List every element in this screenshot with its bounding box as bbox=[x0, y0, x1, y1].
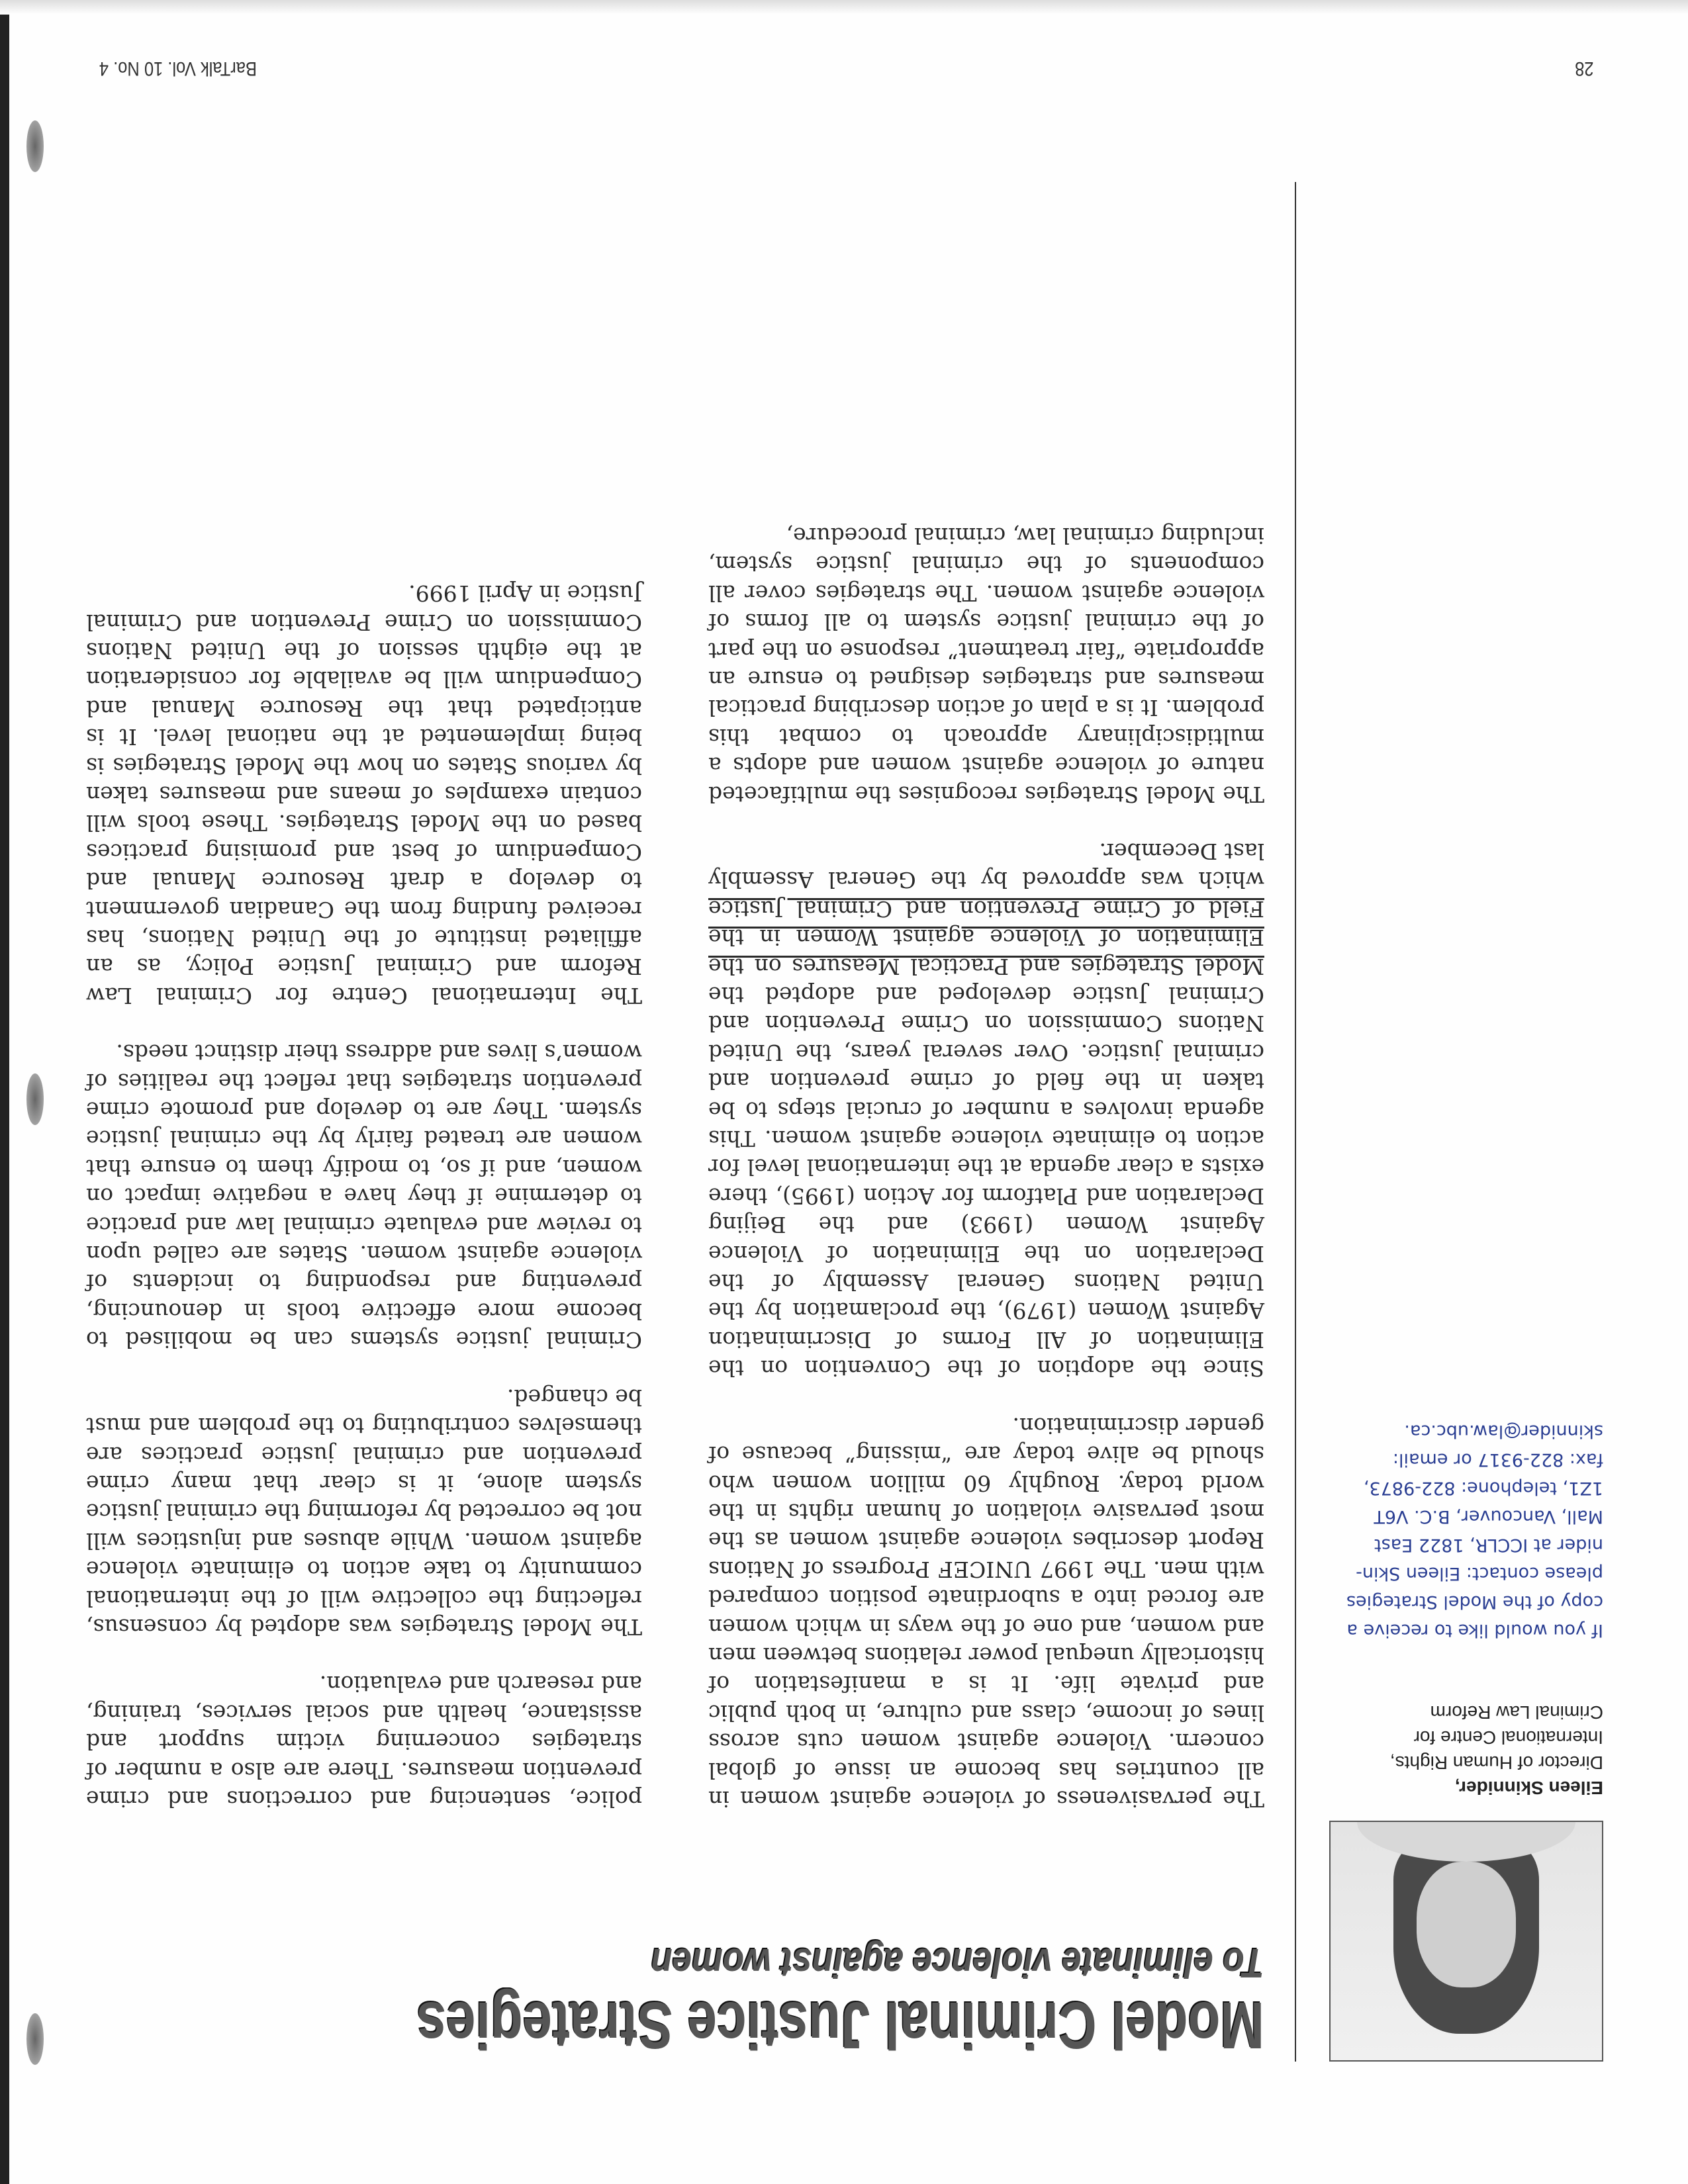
contact-line: If you would like to receive a bbox=[1346, 1620, 1603, 1641]
article-title: Model Criminal Justice Strategies bbox=[416, 1988, 1264, 2062]
author-name: Eileen Skinnider, bbox=[1454, 1778, 1603, 1798]
binder-hole-middle bbox=[26, 1073, 44, 1125]
author-role-line: International Centre for bbox=[1413, 1727, 1603, 1748]
contact-line: fax: 822-9317 or email: bbox=[1392, 1449, 1603, 1470]
body-column-2 bbox=[86, 551, 642, 1813]
contact-email: skinnider@law.ubc.ca. bbox=[1404, 1421, 1603, 1441]
contact-line: copy of the Model Strategies bbox=[1346, 1592, 1603, 1612]
contact-line: nider at ICCLR, 1822 East bbox=[1374, 1535, 1603, 1555]
paragraph: Since the adoption of the Convention on the Elimination of All Forms of Discrimination Against Women (1979), the proclamation by the United Nations General Assembly of the Declaration on the Elimination of Violence Against Women (1993) and the Beijing Declaration and Platform for Action (1995), there exists a clear agenda at the international level for action to eliminate violence against women. This agenda involves a number of crucial steps to be taken in the field of crime prevention and criminal justice. Over several years, the United Nations Commission on Crime Prevention and Criminal Justice developed and adopted the Model Strategies and Practical Measures on the Elimination of Violence against Women in the Field of Crime Prevention and Criminal Justice which was approved by the General Assembly last December. bbox=[708, 839, 1264, 1382]
paragraph: The Model Strategies was adopted by consensus, reflecting the collective will of the international community to take action to eliminate violence against women. While abuses and injustices will not be corrected by reforming the criminal justice system alone, it is clear that many crime prevention and criminal justice practices are themselves contributing to the problem and must be changed. bbox=[86, 1384, 642, 1640]
paragraph: The Model Strategies recognises the multifaceted nature of violence against women and adopts a multidisciplinary approach to combat this problem. It is a plan of action describing practical measures and strategies designed to ensure an appropriate “fair treatment” response on the part of the criminal justice system to all forms of violence against women. The strategies cover all components of the criminal justice system, including criminal law, criminal procedure, bbox=[708, 522, 1264, 807]
paragraph: police, sentencing and corrections and crime prevention measures. There are also a number of strategies concerning victim support and assistance, health and social services, training, and research and evaluation. bbox=[86, 1671, 642, 1812]
contact-line: Mall, Vancouver, B.C. V6T bbox=[1374, 1506, 1603, 1527]
binder-hole-bottom bbox=[26, 120, 44, 172]
page-number: 28 bbox=[1575, 58, 1594, 79]
article-subtitle: To eliminate violence against women bbox=[651, 1940, 1264, 1985]
column-divider bbox=[1295, 182, 1296, 2062]
paragraph: The pervasiveness of violence against women in all countries has become an issue of global concern. Violence against women cuts across lines of income, class and culture, in both public and private life. It is a manifestation of historically unequal power relations between men and women, and one of the ways in which women are forced into a subordinate position compared with men. The 1997 UNICEF Progress of Nations Report describes violence against women as the most pervasive violation of human rights in the world today. Roughly 60 million women who should be alive today are “missing” because of gender discrimination. bbox=[708, 1412, 1264, 1812]
publication-issue: BarTalk Vol. 10 No. 4 bbox=[99, 58, 258, 79]
author-byline bbox=[1325, 1700, 1603, 1800]
contact-line: please contact: Eileen Skin- bbox=[1356, 1563, 1603, 1584]
underlined-document-title: Model Strategies and Practical Measures on the Elimination of Violence against Women in the Field of Crime Prevention and Criminal Justice bbox=[708, 895, 1264, 979]
author-photo bbox=[1329, 1821, 1603, 2062]
paragraph: The International Centre for Criminal Law Reform and Criminal Justice Policy, as an affiliated institute of the United Nations, has received funding from the Canadian government to develop a draft Resource Manual and Compendium of best and promising practices based on the Model Strategies. These tools will contain examples of means and measures taken by various States on how the Model Strategies is being implemented at the national level. It is anticipated that the Resource Manual and Compendium will be available for consideration at the eighth session of the United Nations Commission on Crime Prevention and Criminal Justice in April 1999. bbox=[86, 580, 642, 1009]
author-role-line: Criminal Law Reform bbox=[1430, 1702, 1603, 1723]
contact-line: 1Z1, telephone: 822-9873, bbox=[1363, 1478, 1603, 1498]
contact-info-box bbox=[1312, 1417, 1603, 1645]
paragraph: Criminal justice systems can be mobilised to become more effective tools in denouncing, preventing and responding to incidents of violence against women. States are called upon to review and evaluate criminal law and practice to determine if they have a negative impact on women, and if so, to modify them to ensure that women are treated fairly by the criminal justice system. They are to develop and promote crime prevention strategies that reflect the realities of women’s lives and address their distinct needs. bbox=[86, 1040, 642, 1353]
binder-hole-top bbox=[26, 2013, 44, 2065]
body-column-1 bbox=[708, 493, 1264, 1813]
article-header bbox=[73, 1936, 1264, 2062]
scan-edge bbox=[0, 0, 9, 2184]
scan-edge-bottom bbox=[0, 0, 1688, 15]
author-role-line: Director of Human Rights, bbox=[1389, 1752, 1603, 1773]
